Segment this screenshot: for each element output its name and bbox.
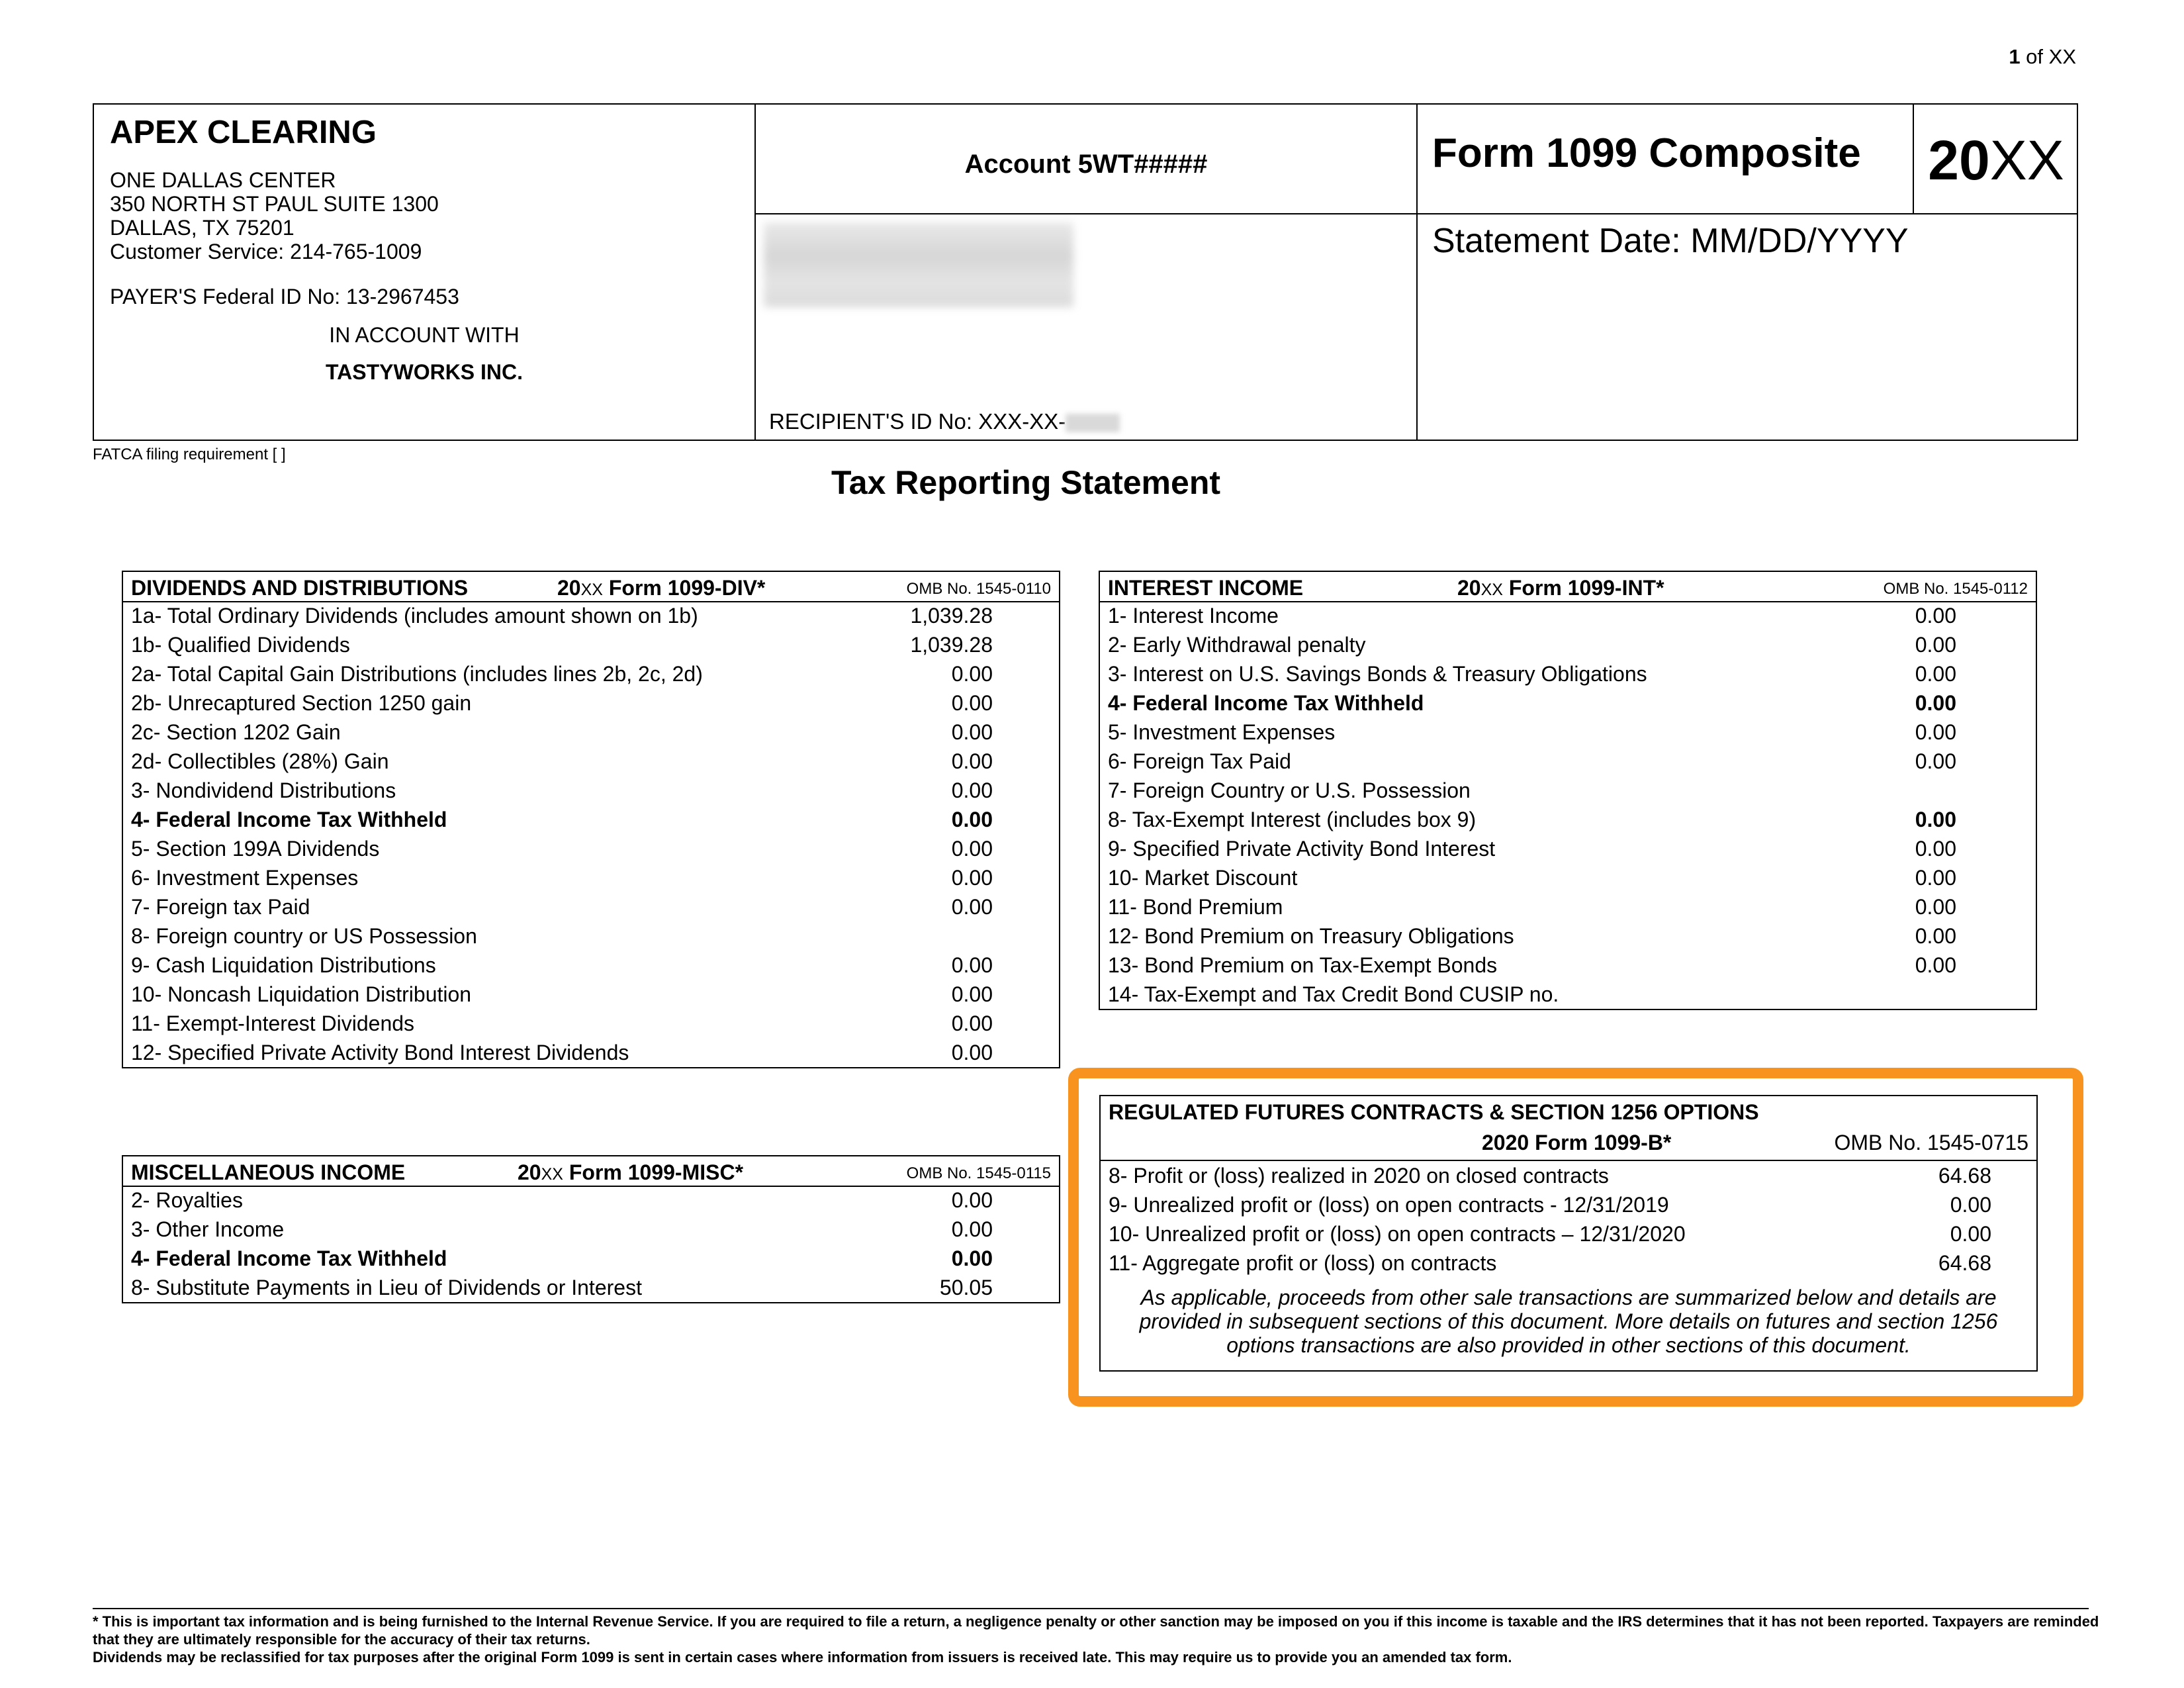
table-row [1109,1190,2036,1219]
table-row [1109,1161,2036,1190]
row-label: 6- Investment Expenses [131,866,359,890]
row-value: 0.00 [1915,808,1956,831]
payer-address-1: ONE DALLAS CENTER [110,168,336,192]
box-header [123,1156,1059,1187]
omb-number: OMB No. 1545-0115 [906,1164,1051,1182]
table-row [1108,601,2036,630]
table-row [1108,776,2036,805]
row-label: 5- Investment Expenses [1108,720,1336,744]
row-value: 0.00 [951,1041,993,1064]
row-label: 8- Profit or (loss) realized in 2020 on closed contracts [1109,1164,1609,1188]
table-row [131,1215,1059,1244]
row-value: 0.00 [951,1246,993,1270]
footer-rule [93,1608,2089,1609]
row-label: 2d- Collectibles (28%) Gain [131,749,389,773]
row-value: 0.00 [1915,866,1956,890]
box-title: DIVIDENDS AND DISTRIBUTIONS [131,576,469,600]
row-value: 0.00 [1915,749,1956,773]
row-value: 0.00 [1915,604,1956,628]
divider [1418,213,2077,214]
row-value: 0.00 [951,895,993,919]
regulated-futures-box [1099,1095,2038,1372]
row-label: 2- Early Withdrawal penalty [1108,633,1366,657]
table-row [131,863,1059,892]
box-title: INTEREST INCOME [1108,576,1304,600]
row-label: 4- Federal Income Tax Withheld [131,1246,447,1270]
row-label: 2- Royalties [131,1188,243,1212]
account-number: Account 5WT##### [964,150,1208,179]
table-row [131,1186,1059,1215]
table-row [1108,951,2036,980]
table-row [131,1009,1059,1038]
form-name: 20XX Form 1099-MISC* [518,1160,744,1184]
miscellaneous-box [122,1155,1060,1303]
payer-address-3: DALLAS, TX 75201 [110,216,295,240]
row-label: 9- Specified Private Activity Bond Interest [1108,837,1496,861]
row-value: 0.00 [1915,837,1956,861]
interest-box [1099,571,2037,1010]
statement-header [93,103,2078,441]
account-info [756,105,1418,440]
row-value: 0.00 [1915,662,1956,686]
table-row [131,1038,1059,1067]
table-row [1108,980,2036,1009]
row-label: 2b- Unrecaptured Section 1250 gain [131,691,472,715]
row-value: 0.00 [951,866,993,890]
row-label: 9- Unrealized profit or (loss) on open contracts - 12/31/2019 [1109,1193,1669,1217]
omb-number: OMB No. 1545-0110 [906,580,1051,598]
row-value: 64.68 [1938,1251,1991,1275]
table-row [1108,747,2036,776]
table-row [1108,805,2036,834]
row-label: 12- Specified Private Activity Bond Interest Dividends [131,1041,629,1064]
row-value: 64.68 [1938,1164,1991,1188]
row-label: 3- Interest on U.S. Savings Bonds & Treasury Obligations [1108,662,1647,686]
omb-number: OMB No. 1545-0715 [1834,1131,2028,1154]
table-row [131,1273,1059,1302]
row-value: 0.00 [951,778,993,802]
row-label: 3- Nondividend Distributions [131,778,396,802]
row-value: 0.00 [951,953,993,977]
omb-number: OMB No. 1545-0112 [1883,580,2028,598]
table-row [1109,1219,2036,1248]
table-row [1108,688,2036,718]
row-value: 0.00 [951,1217,993,1241]
row-value: 0.00 [951,749,993,773]
row-label: 8- Foreign country or US Possession [131,924,477,948]
row-value: 0.00 [951,720,993,744]
table-row [1108,718,2036,747]
table-row [1108,834,2036,863]
table-row [131,688,1059,718]
redacted-id-digits [1066,414,1120,432]
box-title: MISCELLANEOUS INCOME [131,1160,406,1184]
row-label: 14- Tax-Exempt and Tax Credit Bond CUSIP no. [1108,982,1559,1006]
form-name: 2020 Form 1099-B* [1482,1131,1672,1154]
row-value: 0.00 [951,1188,993,1212]
row-label: 9- Cash Liquidation Distributions [131,953,436,977]
row-value: 0.00 [1915,691,1956,715]
partner-name: TASTYWORKS INC. [325,360,523,384]
statement-date: Statement Date: MM/DD/YYYY [1432,222,1909,260]
table-row [1108,892,2036,921]
row-label: 10- Unrealized profit or (loss) on open contracts – 12/31/2020 [1109,1222,1686,1246]
table-row [1108,863,2036,892]
row-label: 1- Interest Income [1108,604,1279,628]
tax-year-box [1913,105,2078,213]
payer-federal-id: PAYER'S Federal ID No: 13-2967453 [110,285,459,308]
row-label: 11- Bond Premium [1108,895,1283,919]
row-label: 1b- Qualified Dividends [131,633,350,657]
row-value: 0.00 [951,837,993,861]
form-name: 20XX Form 1099-DIV* [557,576,766,600]
row-label: 5- Section 199A Dividends [131,837,380,861]
row-label: 7- Foreign Country or U.S. Possession [1108,778,1471,802]
table-row [131,921,1059,951]
futures-note: As applicable, proceeds from other sale transactions are summarized below and details are provided in subsequent sections of this document. More details on futures and section 1256 options transactions are also provided in other sections of this document. [1139,1286,1998,1357]
box-header [123,572,1059,602]
table-row [1109,1248,2036,1278]
box-title: REGULATED FUTURES CONTRACTS & SECTION 1256 OPTIONS [1109,1100,1759,1124]
row-label: 1a- Total Ordinary Dividends (includes amount shown on 1b) [131,604,698,628]
in-account-with: IN ACCOUNT WITH [329,323,520,347]
table-row [131,834,1059,863]
table-row [131,718,1059,747]
footer-disclaimer [93,1613,2124,1666]
table-row [131,776,1059,805]
disclaimer-line-2: Dividends may be reclassified for tax purposes after the original Form 1099 is sent in certain cases where information from issuers is received late. This may require us to provide you an amended tax form. [93,1649,1512,1665]
row-value: 0.00 [1915,895,1956,919]
row-label: 11- Aggregate profit or (loss) on contracts [1109,1251,1497,1275]
row-value: 50.05 [939,1276,993,1299]
form-info [1418,105,2077,440]
row-label: 12- Bond Premium on Treasury Obligations [1108,924,1514,948]
redacted-recipient-address [764,222,1073,307]
tax-year: 20XX [1928,129,2064,191]
row-value: 0.00 [951,982,993,1006]
payer-info [94,105,756,440]
dividends-box [122,571,1060,1068]
disclaimer-line-1: * This is important tax information and is being furnished to the Internal Revenue Service. If you are required to file a return, a negligence penalty or other sanction may be imposed on you if this income is taxable and the IRS determines that it has not been reported. Taxpayers are reminded that they are ultimately responsible for the accuracy of their tax returns. [93,1613,2099,1648]
row-value: 0.00 [1915,720,1956,744]
row-label: 8- Substitute Payments in Lieu of Dividends or Interest [131,1276,642,1299]
row-label: 6- Foreign Tax Paid [1108,749,1291,773]
divider [756,213,1416,214]
row-value: 0.00 [1950,1222,1991,1246]
row-label: 3- Other Income [131,1217,285,1241]
row-label: 2c- Section 1202 Gain [131,720,341,744]
row-label: 7- Foreign tax Paid [131,895,310,919]
row-value: 1,039.28 [910,633,993,657]
recipient-id: RECIPIENT'S ID No: XXX-XX- [769,409,1120,434]
row-value: 0.00 [1950,1193,1991,1217]
table-row [131,630,1059,659]
row-label: 10- Noncash Liquidation Distribution [131,982,472,1006]
row-label: 10- Market Discount [1108,866,1298,890]
row-value: 0.00 [1915,953,1956,977]
table-row [131,892,1059,921]
page-number: 1 of XX [2009,45,2076,68]
statement-title: Tax Reporting Statement [831,464,1221,501]
row-value: 0.00 [951,662,993,686]
row-value: 0.00 [1915,633,1956,657]
row-label: 8- Tax-Exempt Interest (includes box 9) [1108,808,1477,831]
fatca-requirement: FATCA filing requirement [ ] [93,445,286,463]
row-value: 0.00 [1915,924,1956,948]
table-row [131,601,1059,630]
table-row [131,980,1059,1009]
box-subheader [1101,1131,2036,1161]
row-label: 4- Federal Income Tax Withheld [131,808,447,831]
row-label: 13- Bond Premium on Tax-Exempt Bonds [1108,953,1498,977]
table-row [1108,921,2036,951]
row-label: 11- Exempt-Interest Dividends [131,1011,415,1035]
row-value: 1,039.28 [910,604,993,628]
customer-service: Customer Service: 214-765-1009 [110,240,422,263]
row-label: 2a- Total Capital Gain Distributions (includes lines 2b, 2c, 2d) [131,662,703,686]
row-value: 0.00 [951,808,993,831]
table-row [131,805,1059,834]
row-value: 0.00 [951,691,993,715]
payer-address-2: 350 NORTH ST PAUL SUITE 1300 [110,192,439,216]
form-name: 20XX Form 1099-INT* [1457,576,1664,600]
row-value: 0.00 [951,1011,993,1035]
form-title: Form 1099 Composite [1432,130,1861,176]
table-row [131,1244,1059,1273]
payer-name: APEX CLEARING [110,115,377,150]
table-row [131,747,1059,776]
table-row [1108,630,2036,659]
table-row [1108,659,2036,688]
box-header [1100,572,2036,602]
row-label: 4- Federal Income Tax Withheld [1108,691,1424,715]
table-row [131,659,1059,688]
table-row [131,951,1059,980]
